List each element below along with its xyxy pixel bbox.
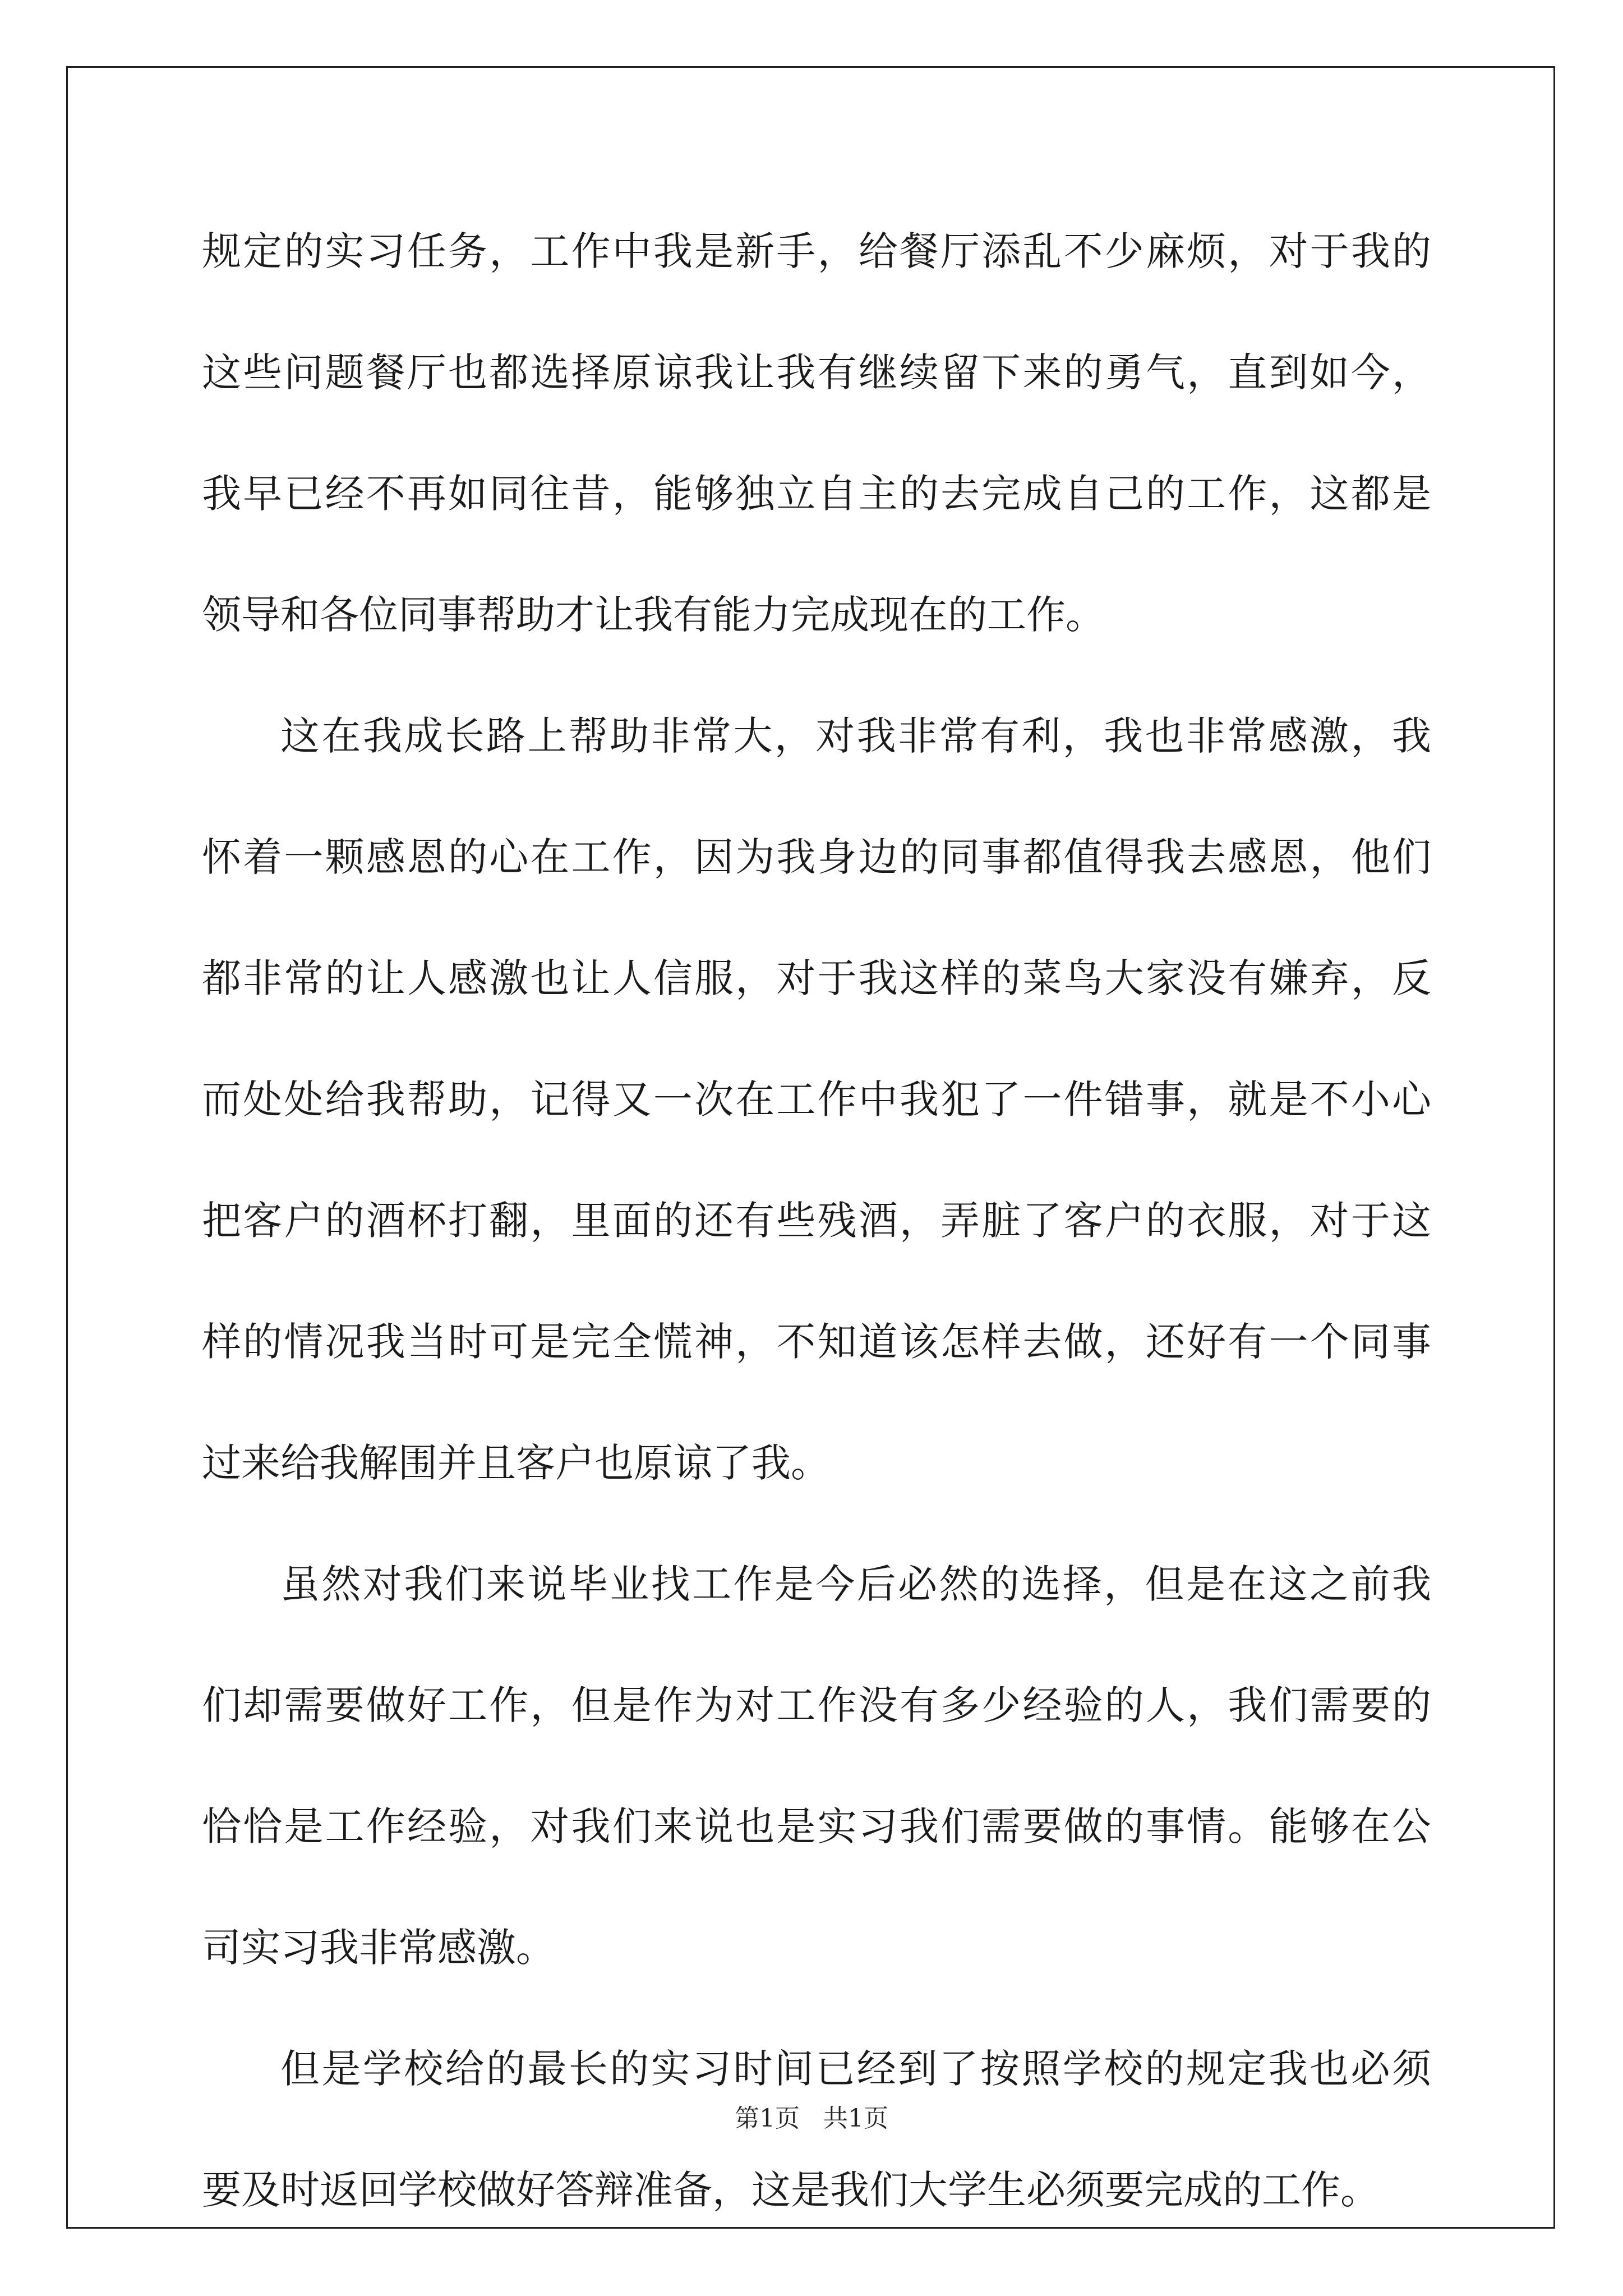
text-line: 怀着一颗感恩的心在工作，因为我身边的同事都值得我去感恩，他们 [202,834,1431,880]
text-line: 这些问题餐厅也都选择原谅我让我有继续留下来的勇气，直到如今， [202,349,1431,395]
page-number: 第1页 [735,2104,800,2133]
text-line: 虽然对我们来说毕业找工作是今后必然的选择，但是在这之前我 [280,1561,1431,1607]
text-line: 都非常的让人感激也让人信服，对于我这样的菜鸟大家没有嫌弃，反 [202,955,1431,1001]
text-line: 领导和各位同事帮助才让我有能力完成现在的工作。 [202,592,1105,638]
text-line: 而处处给我帮助，记得又一次在工作中我犯了一件错事，就是不小心 [202,1076,1431,1122]
document-body [202,212,1431,2272]
text-line: 要及时返回学校做好答辩准备，这是我们大学生必须要完成的工作。 [202,2167,1380,2213]
text-line: 恰恰是工作经验，对我们来说也是实习我们需要做的事情。能够在公 [202,1803,1431,1849]
text-line: 们却需要做好工作，但是作为对工作没有多少经验的人，我们需要的 [202,1682,1431,1728]
paragraph-4 [202,2030,1431,2272]
page-footer [0,2098,1623,2134]
paragraph-3 [202,1545,1431,2030]
text-line: 过来给我解围并且客户也原谅了我。 [202,1440,830,1486]
text-line: 样的情况我当时可是完全慌神，不知道该怎样去做，还好有一个同事 [202,1319,1431,1365]
paragraph-2 [202,697,1431,1545]
paragraph-1 [202,212,1431,697]
text-line: 把客户的酒杯打翻，里面的还有些残酒，弄脏了客户的衣服，对于这 [202,1198,1431,1244]
text-line: 司实习我非常感激。 [202,1925,555,1971]
page-total: 共1页 [823,2104,888,2133]
text-line: 但是学校给的最长的实习时间已经到了按照学校的规定我也必须 [280,2046,1431,2092]
text-line: 这在我成长路上帮助非常大，对我非常有利，我也非常感激，我 [280,713,1431,759]
text-line: 我早已经不再如同往昔，能够独立自主的去完成自己的工作，这都是 [202,471,1431,517]
text-line: 规定的实习任务，工作中我是新手，给餐厅添乱不少麻烦，对于我的 [202,228,1431,274]
